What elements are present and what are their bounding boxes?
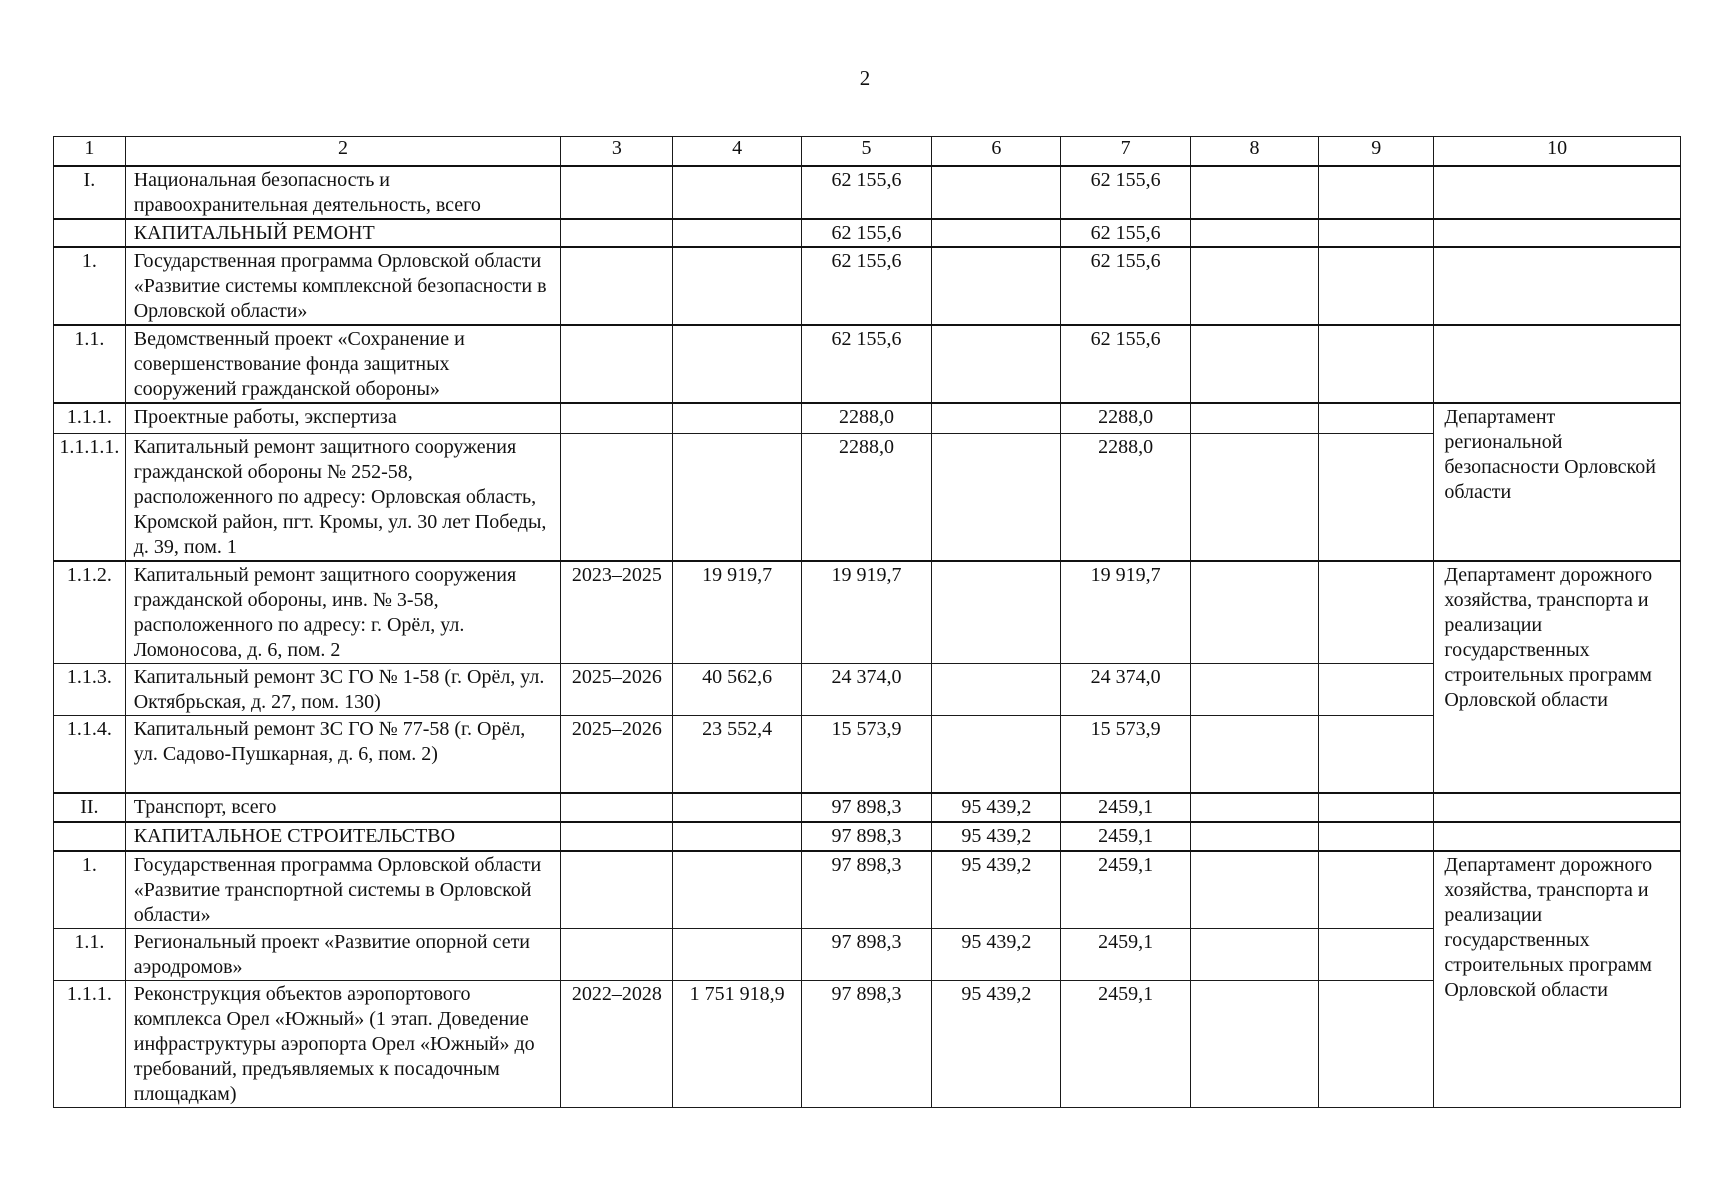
row-years (561, 434, 673, 562)
table-row (54, 219, 1681, 247)
row-total-cost (673, 928, 801, 980)
budget-table (53, 136, 1681, 1108)
column-header: 9 (1319, 137, 1434, 166)
row-col8 (1190, 980, 1318, 1107)
row-number: 1.1.4. (54, 716, 126, 793)
row-name: Транспорт, всего (125, 793, 561, 822)
row-col6: 95 439,2 (932, 928, 1061, 980)
row-name: Национальная безопасность и правоохранительная деятельность, всего (125, 166, 561, 219)
row-years (561, 851, 673, 929)
row-col7: 62 155,6 (1061, 247, 1190, 325)
row-col5: 97 898,3 (801, 851, 931, 929)
executor-regional-security: Департамент региональной безопасности Орловской области (1434, 403, 1681, 562)
row-col6 (932, 716, 1061, 793)
row-col8 (1190, 716, 1318, 793)
row-executor (1434, 219, 1681, 247)
row-col8 (1190, 166, 1318, 219)
row-number (54, 822, 126, 851)
row-total-cost (673, 247, 801, 325)
row-col9 (1319, 166, 1434, 219)
row-col9 (1319, 325, 1434, 403)
row-name: Ведомственный проект «Сохранение и совершенствование фонда защитных сооружений гражданской обороны» (125, 325, 561, 403)
row-number: 1. (54, 851, 126, 929)
executor-road-transport: Департамент дорожного хозяйства, транспорта и реализации государственных строительных программ Орловской области (1434, 851, 1681, 1108)
row-col6 (932, 325, 1061, 403)
row-years (561, 793, 673, 822)
row-col8 (1190, 403, 1318, 434)
row-col6: 95 439,2 (932, 793, 1061, 822)
column-header: 7 (1061, 137, 1190, 166)
row-col9 (1319, 434, 1434, 562)
row-years (561, 166, 673, 219)
row-col5: 97 898,3 (801, 928, 931, 980)
row-col5: 62 155,6 (801, 247, 931, 325)
column-header: 1 (54, 137, 126, 166)
row-number: II. (54, 793, 126, 822)
row-col5: 2288,0 (801, 403, 931, 434)
row-total-cost (673, 325, 801, 403)
row-years (561, 822, 673, 851)
executor-road-transport: Департамент дорожного хозяйства, транспорта и реализации государственных строительных программ Орловской области (1434, 561, 1681, 793)
column-header: 3 (561, 137, 673, 166)
row-col9 (1319, 664, 1434, 716)
row-col8 (1190, 247, 1318, 325)
row-number: 1.1.2. (54, 561, 126, 664)
row-col5: 62 155,6 (801, 325, 931, 403)
row-col8 (1190, 928, 1318, 980)
row-col8 (1190, 822, 1318, 851)
row-years (561, 325, 673, 403)
row-col5: 97 898,3 (801, 980, 931, 1107)
table-row (54, 166, 1681, 219)
row-col5: 15 573,9 (801, 716, 931, 793)
row-name: Реконструкция объектов аэропортового комплекса Орел «Южный» (1 этап. Доведение инфраструктуры аэропорта Орел «Южный» до требований, предъявляемых к посадочным площадкам) (125, 980, 561, 1107)
row-col6 (932, 219, 1061, 247)
row-total-cost: 40 562,6 (673, 664, 801, 716)
row-number: 1. (54, 247, 126, 325)
row-executor (1434, 822, 1681, 851)
row-number: 1.1.3. (54, 664, 126, 716)
row-years: 2022–2028 (561, 980, 673, 1107)
row-col7: 2459,1 (1061, 928, 1190, 980)
row-col5: 19 919,7 (801, 561, 931, 664)
table-row (54, 793, 1681, 822)
row-name: Капитальный ремонт ЗС ГО № 1-58 (г. Орёл, ул. Октябрьская, д. 27, пом. 130) (125, 664, 561, 716)
row-total-cost (673, 822, 801, 851)
row-col9 (1319, 793, 1434, 822)
row-col6: 95 439,2 (932, 851, 1061, 929)
row-col9 (1319, 928, 1434, 980)
row-col7: 62 155,6 (1061, 219, 1190, 247)
row-col5: 24 374,0 (801, 664, 931, 716)
row-col7: 2459,1 (1061, 851, 1190, 929)
row-total-cost (673, 434, 801, 562)
row-col6: 95 439,2 (932, 822, 1061, 851)
row-name: Капитальный ремонт защитного сооружения гражданской обороны, инв. № 3-58, расположенного по адресу: г. Орёл, ул. Ломоносова, д. 6, пом. 2 (125, 561, 561, 664)
row-years (561, 403, 673, 434)
row-years (561, 219, 673, 247)
table-row (54, 403, 1681, 434)
table-row (54, 822, 1681, 851)
row-col5: 2288,0 (801, 434, 931, 562)
row-col5: 97 898,3 (801, 822, 931, 851)
row-col9 (1319, 219, 1434, 247)
column-header: 8 (1190, 137, 1318, 166)
row-col7: 62 155,6 (1061, 166, 1190, 219)
row-total-cost: 1 751 918,9 (673, 980, 801, 1107)
row-col8 (1190, 325, 1318, 403)
row-col9 (1319, 822, 1434, 851)
row-name: Государственная программа Орловской области «Развитие транспортной системы в Орловской области» (125, 851, 561, 929)
row-col7: 24 374,0 (1061, 664, 1190, 716)
page-number: 2 (859, 66, 871, 90)
column-header: 10 (1434, 137, 1681, 166)
row-col6: 95 439,2 (932, 980, 1061, 1107)
row-col6 (932, 403, 1061, 434)
row-name: Государственная программа Орловской области «Развитие системы комплексной безопасности в Орловской области» (125, 247, 561, 325)
column-header: 6 (932, 137, 1061, 166)
row-years (561, 247, 673, 325)
row-name: Региональный проект «Развитие опорной сети аэродромов» (125, 928, 561, 980)
row-col9 (1319, 980, 1434, 1107)
row-total-cost: 23 552,4 (673, 716, 801, 793)
row-col8 (1190, 793, 1318, 822)
row-col9 (1319, 851, 1434, 929)
row-col6 (932, 166, 1061, 219)
row-col8 (1190, 219, 1318, 247)
row-name: КАПИТАЛЬНЫЙ РЕМОНТ (125, 219, 561, 247)
row-number: 1.1.1.1. (54, 434, 126, 562)
row-col5: 97 898,3 (801, 793, 931, 822)
row-col7: 2459,1 (1061, 980, 1190, 1107)
row-years: 2023–2025 (561, 561, 673, 664)
column-header: 4 (673, 137, 801, 166)
row-years: 2025–2026 (561, 664, 673, 716)
row-col6 (932, 664, 1061, 716)
row-col5: 62 155,6 (801, 219, 931, 247)
row-col8 (1190, 434, 1318, 562)
table-row (54, 851, 1681, 929)
row-col8 (1190, 851, 1318, 929)
row-years (561, 928, 673, 980)
row-number: I. (54, 166, 126, 219)
row-executor (1434, 166, 1681, 219)
row-col8 (1190, 664, 1318, 716)
row-name: Капитальный ремонт защитного сооружения гражданской обороны № 252-58, расположенного по адресу: Орловская область, Кромской район, пгт. Кромы, ул. 30 лет Победы, д. 39, пом. 1 (125, 434, 561, 562)
row-executor (1434, 247, 1681, 325)
row-total-cost (673, 403, 801, 434)
row-col7: 19 919,7 (1061, 561, 1190, 664)
row-col7: 2459,1 (1061, 822, 1190, 851)
row-total-cost (673, 166, 801, 219)
table-row (54, 247, 1681, 325)
row-col9 (1319, 247, 1434, 325)
row-total-cost (673, 851, 801, 929)
row-total-cost: 19 919,7 (673, 561, 801, 664)
row-col6 (932, 561, 1061, 664)
row-number: 1.1. (54, 325, 126, 403)
row-name: КАПИТАЛЬНОЕ СТРОИТЕЛЬСТВО (125, 822, 561, 851)
row-executor (1434, 793, 1681, 822)
row-col5: 62 155,6 (801, 166, 931, 219)
row-col7: 62 155,6 (1061, 325, 1190, 403)
row-years: 2025–2026 (561, 716, 673, 793)
row-col9 (1319, 403, 1434, 434)
row-total-cost (673, 793, 801, 822)
row-col6 (932, 434, 1061, 562)
row-col9 (1319, 716, 1434, 793)
row-number: 1.1.1. (54, 403, 126, 434)
row-col7: 2459,1 (1061, 793, 1190, 822)
row-number: 1.1. (54, 928, 126, 980)
table-row (54, 561, 1681, 664)
row-col7: 2288,0 (1061, 403, 1190, 434)
row-col8 (1190, 561, 1318, 664)
row-number (54, 219, 126, 247)
row-name: Капитальный ремонт ЗС ГО № 77-58 (г. Орёл, ул. Садово-Пушкарная, д. 6, пом. 2) (125, 716, 561, 793)
column-header: 2 (125, 137, 561, 166)
row-total-cost (673, 219, 801, 247)
row-col9 (1319, 561, 1434, 664)
table-row (54, 325, 1681, 403)
row-name: Проектные работы, экспертиза (125, 403, 561, 434)
row-executor (1434, 325, 1681, 403)
row-col7: 2288,0 (1061, 434, 1190, 562)
row-col7: 15 573,9 (1061, 716, 1190, 793)
column-header-row (54, 137, 1681, 166)
column-header: 5 (801, 137, 931, 166)
row-number: 1.1.1. (54, 980, 126, 1107)
row-col6 (932, 247, 1061, 325)
